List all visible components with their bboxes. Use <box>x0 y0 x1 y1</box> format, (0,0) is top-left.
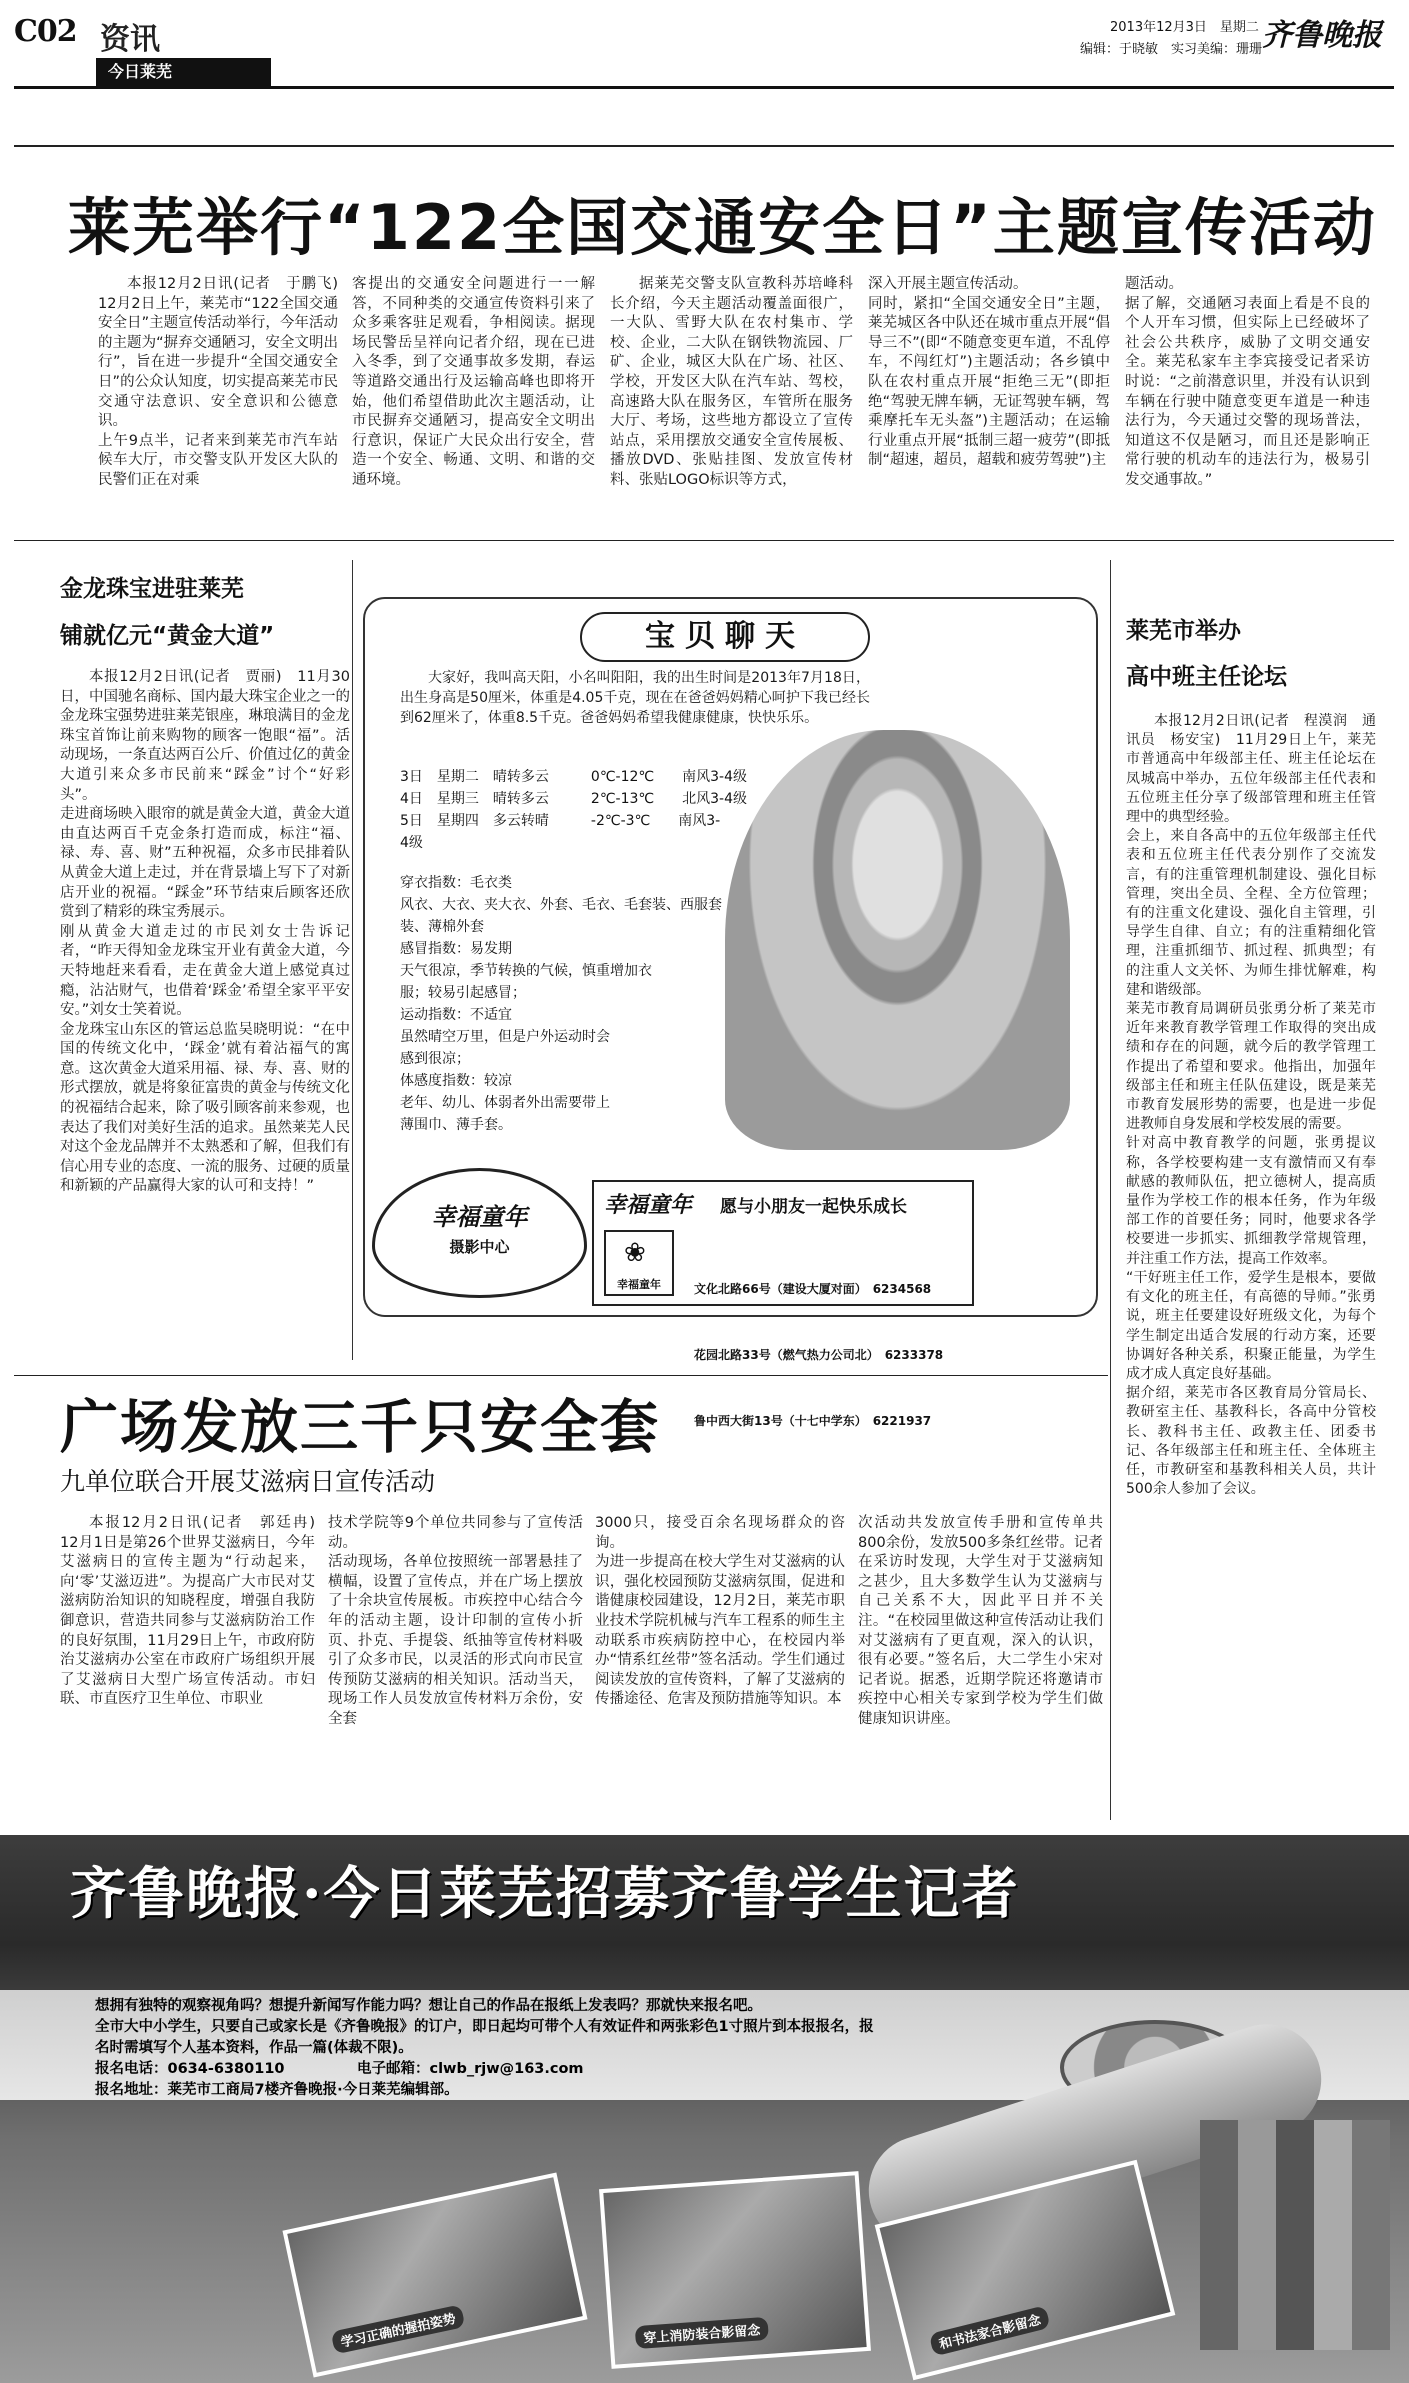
aids-headline: 广场发放三千只安全套 <box>60 1393 661 1461</box>
baby-intro: 大家好，我叫高天阳，小名叫阳阳，我的出生时间是2013年7月18日，出生身高是50厘米，体重是4.05千克，现在在爸爸妈妈精心呵护下我已经长到62厘米了，体重8.5千克。爸爸妈妈希望我健康健康，快快乐乐。 <box>400 670 870 726</box>
index-line: 老年、幼儿、体弱者外出需要带上 <box>400 1095 610 1111</box>
main-article-col-1: 本报12月2日讯(记者 于鹏飞) 12月2日上午，莱芜市“122全国交通安全日”主题宣传活动举行，今年活动的主题为“摒弃交通陋习，安全文明出行”，旨在进一步提升“全国交通安全日”的公众认知度，切实提高莱芜市民交通守法意识、安全意识和公德意识。 上午9点半，记者来到莱芜市汽车站候车大厅，市交警支队开发区大队的民警们正在对乘 <box>98 276 338 488</box>
section-divider <box>14 1375 1108 1376</box>
aids-col-4: 次活动共发放宣传手册和宣传单共800余份，发放500多条红丝带。记者在采访时发现，大学生对于艾滋病知之甚少，且大多数学生认为艾滋病与自己关系不大，因此平日并不关注。“在校园里做这种宣传活动让我们对艾滋病有了更直观，深入的认识，很有必要。”签名后，大二学生小宋对记者说。据悉，近期学院还将邀请市疾控中心相关专家到学校为学生们做健康知识讲座。 <box>858 1515 1103 1727</box>
photo-caption: 穿上消防装合影留念 <box>635 2317 769 2349</box>
teacher-headline-2: 高中班主任论坛 <box>1126 664 1287 690</box>
editor-credit: 编辑：于晓敏 实习美编：珊珊 <box>1080 42 1263 57</box>
ad-address: 鲁中西大街13号（十七中学东） 6221937 <box>694 1414 932 1428</box>
teacher-headline-1: 莱芜市举办 <box>1126 618 1241 644</box>
index-line: 天气很凉，季节转换的气候，慎重增加衣 <box>400 963 652 979</box>
issue-date: 2013年12月3日 星期二 <box>1110 20 1259 35</box>
ad-brand: 幸福童年 <box>604 1192 693 1218</box>
section-divider <box>14 540 1394 541</box>
photo-caption: 和书法家合影留念 <box>929 2305 1051 2356</box>
index-line: 感到很凉； <box>400 1051 470 1067</box>
index-line: 感冒指数：易发期 <box>400 941 512 957</box>
baby-chat-title: 宝贝聊天 <box>580 612 870 662</box>
photo-caption: 学习正确的握拍姿势 <box>331 2304 466 2354</box>
index-line: 薄围巾、薄手套。 <box>400 1117 512 1133</box>
forecast-row: 4级 <box>400 835 423 851</box>
swirl-icon: ❀ <box>624 1238 646 1268</box>
index-line: 运动指数：不适宜 <box>400 1007 512 1023</box>
ad-address: 文化北路66号（建设大厦对面） 6234568 <box>694 1282 932 1296</box>
column-divider <box>1110 560 1111 1820</box>
gold-headline-2: 铺就亿元“黄金大道” <box>60 623 275 649</box>
ad-small-logo-text: 幸福童年 <box>617 1278 661 1291</box>
banner-line: 报名电话：0634-6380110 电子邮箱：clwb_rjw@163.com <box>95 2061 584 2077</box>
header-rule <box>14 86 1394 89</box>
banner-line: 全市大中小学生，只要自己或家长是《齐鲁晚报》的订户，即日起均可带个人有效证件和两张彩色1寸照片到本报报名，报 <box>95 2019 874 2035</box>
gold-headline-1: 金龙珠宝进驻莱芜 <box>60 576 244 602</box>
books-graphic <box>1200 2120 1390 2350</box>
gold-article-body: 本报12月2日讯(记者 贾丽) 11月30日，中国驰名商标、国内最大珠宝企业之一的金龙珠宝强势进驻莱芜银座，琳琅满目的金龙珠宝首饰让前来购物的顾客一饱眼“福”。活动现场，一条直达两百公斤、价值过亿的黄金大道引来众多市民前来“踩金”讨个“好彩头”。 走进商场映入眼帘的就是黄金大道，黄金大道由直达两百千克金条打造而成，标注“福、禄、寿、喜、财”五种祝福，众多市民排着队从黄金大道上走过，并在背景墙上写下了对新店开业的祝福。“踩金”环节结束后顾客还欣赏到了精彩的珠宝秀展示。 刚从黄金大道走过的市民刘女士告诉记者，“昨天得知金龙珠宝开业有黄金大道，今天特地赶来看看，走在黄金大道上感觉真过瘾，沾沾财气，也借着‘踩金’希望全家平平安安。”刘女士笑着说。 金龙珠宝山东区的管运总监吴晓明说：“在中国的传统文化中，‘踩金’就有着沾福气的寓意。这次黄金大道采用福、禄、寿、喜、财的形式摆放，就是将象征富贵的黄金与传统文化的祝福结合起来，除了吸引顾客前来参观，也表达了我们对美好生活的追求。虽然莱芜人民对这个金龙品牌并不太熟悉和了解，但我们有信心用专业的态度、一流的服务、过硬的质量和新颖的产品赢得大家的认可和支持！” <box>60 669 350 1195</box>
index-line: 穿衣指数：毛衣类 <box>400 875 512 891</box>
main-article-col-4: 深入开展主题宣传活动。 同时，紧扣“全国交通安全日”主题，莱芜城区各中队还在城市重点开展“倡导三不”(即“不随意变更车道，不乱停车，不闯红灯”)主题活动；各乡镇中队在农村重点开展“拒绝三无”(即拒绝“驾驶无牌车辆，无证驾驶车辆，驾乘摩托车无头盔”)主题活动；在运输行业重点开展“抵制三超一疲劳”(即抵制“超速，超员，超载和疲劳驾驶”)主 <box>868 276 1110 469</box>
main-article-col-2: 客提出的交通安全问题进行一一解答，不同种类的交通宣传资料引来了众多乘客驻足观看，争相阅读。据现场民警岳呈祥向记者介绍，现在已进入冬季，到了交通事故多发期，春运等道路交通出行及运输高峰也即将开始，他们希望借助此次主题活动，让市民摒弃交通陋习，提高安全文明出行意识，保证广大民众出行安全，营造一个安全、畅通、文明、和谐的交通环境。 <box>352 276 595 488</box>
teacher-article-body: 本报12月2日讯(记者 程漠润 通讯员 杨安宝) 11月29日上午，莱芜市普通高中年级部主任、班主任论坛在凤城高中举办，五位年级部主任代表和五位班主任分享了级部管理和班主任管理中的典型经验。 会上，来自各高中的五位年级部主任代表和五位班主任代表分别作了交流发言，有的注重管理机制建设、强化目标管理，突出全员、全程、全方位管理；有的注重文化建设、强化自主管理，引导学生自律、自立；有的注重精细化管理，注重抓细节、抓过程、抓典型；有的注重人文关怀、为师生排忧解难，构建和谐级部。 莱芜市教育局调研员张勇分析了莱芜市近年来教育教学管理工作取得的突出成绩和存在的问题，就今后的教学管理工作提出了希望和要求。他指出，加强年级部主任和班主任队伍建设，既是莱芜市教育发展形势的需要，也是进一步促进教师自身发展和学校发展的需要。 针对高中教育教学的问题，张勇提议称，各学校要构建一支有激情而又有奉献感的教师队伍，把立德树人，提高质量作为学校工作的根本任务，作为年级部工作的首要任务；同时，他要求各学校要进一步抓实、抓细教学常规管理，并注重工作方法，提高工作效率。 “干好班主任工作，爱学生是根本，要做有文化的班主任，有高德的导师。”张勇说，班主任要建设好班级文化，为每个学生制定出适合发展的行动方案，还要协调好各种关系，积聚正能量，为学生成才成人真定良好基础。 据介绍，莱芜市各区教育局分管局长、教研室主任、基教科长，各高中分管校长、教科书主任、政教主任、团委书记、各年级部主任和班主任、全体班主任，市教研室和基教科相关人员，共计500余人参加了会议。 <box>1126 713 1376 1498</box>
forecast-row: 3日 星期二 晴转多云 0℃-12℃ 南风3-4级 <box>400 769 747 785</box>
subsection-tab: 今日莱芜 <box>96 58 271 86</box>
ad-small-logo <box>604 1230 674 1296</box>
banner-title: 齐鲁晚报·今日莱芜招募齐鲁学生记者 <box>70 1861 1020 1927</box>
main-headline: 莱芜举行“122全国交通安全日”主题宣传活动 <box>68 191 1377 264</box>
aids-col-3: 3000只，接受百余名现场群众的咨询。 为进一步提高在校大学生对艾滋病的认识，强化校园预防艾滋病氛围，促进和谐健康校园建设，12月2日，莱芜市职业技术学院机械与汽车工程系的师生主动联系市疾病防控中心，在校园内举办“情系红丝带”签名活动。学生们通过阅读发放的宣传资料，了解了艾滋病的传播途径、危害及预防措施等知识。本 <box>595 1515 845 1708</box>
index-line: 服；较易引起感冒； <box>400 985 526 1001</box>
column-divider <box>352 560 353 1360</box>
top-rule <box>14 145 1394 147</box>
forecast-row: 5日 星期四 多云转晴 -2℃-3℃ 南风3- <box>400 813 721 829</box>
ad-address: 花园北路33号（燃气热力公司北） 6233378 <box>694 1348 944 1362</box>
index-line: 装、薄棉外套 <box>400 919 484 935</box>
paper-logo: 齐鲁晚报 <box>1262 18 1382 53</box>
aids-col-2: 技术学院等9个单位共同参与了宣传活动。 活动现场，各单位按照统一部署悬挂了横幅，设置了宣传点，并在广场上摆放了十余块宣传展板。市疾控中心结合今年的活动主题，设计印制的宣传小折页、扑克、手提袋、纸抽等宣传材料吸引了众多市民，以灵活的形式向市民宣传预防艾滋病的相关知识。活动当天，现场工作人员发放宣传材料万余份，安全套 <box>328 1515 583 1727</box>
banner-text <box>95 1996 874 2101</box>
index-line: 体感度指数：较凉 <box>400 1073 512 1089</box>
forecast-block <box>400 766 747 854</box>
banner-line: 名时需填写个人基本资料，作品一篇(体裁不限)。 <box>95 2040 413 2056</box>
index-line: 风衣、大衣、夹大衣、外套、毛衣、毛套装、西服套 <box>400 897 722 913</box>
banner-line: 报名地址：莱芜市工商局7楼齐鲁晚报·今日莱芜编辑部。 <box>95 2082 459 2098</box>
aids-subheadline: 九单位联合开展艾滋病日宣传活动 <box>60 1467 436 1496</box>
heart-logo-sub: 摄影中心 <box>449 1238 510 1256</box>
weather-indices <box>400 872 730 1136</box>
aids-col-1: 本报12月2日讯(记者 郭廷冉) 12月1日是第26个世界艾滋病日，今年艾滋病日的宣传主题为“行动起来，向‘零’艾滋迈进”。为提高广大市民对艾滋病防治知识的知晓程度，增强自我防御意识，营造共同参与艾滋病防治工作的良好氛围，11月29日上午，市政府防治艾滋病办公室在市政府广场组织开展了艾滋病日大型广场宣传活动。市妇联、市直医疗卫生单位、市职业 <box>60 1515 330 1708</box>
main-article-col-3: 据莱芜交警支队宣教科苏培峰科长介绍，今天主题活动覆盖面很广，一大队、雪野大队在农村集市、学校、企业，二大队在钢铁物流园、厂矿、企业，城区大队在广场、社区、学校，开发区大队在汽车站、驾校，高速路大队在服务区，车管所在服务大厅、考场，这些地方都设立了宣传站点，采用摆放交通安全宣传展板、播放DVD、张贴挂图、发放宣传材料、张贴LOGO标识等方式， <box>610 276 853 488</box>
banner-line: 想拥有独特的观察视角吗？想提升新闻写作能力吗？想让自己的作品在报纸上发表吗？那就快来报名吧。 <box>95 1998 762 2014</box>
section-name: 资讯 <box>100 22 160 57</box>
heart-logo-brand: 幸福童年 <box>431 1202 528 1231</box>
main-article-col-5: 题活动。 据了解，交通陋习表面上看是不良的个人开车习惯，但实际上已经破坏了社会公共秩序，威胁了文明交通安全。莱芜私家车主李宾接受记者采访时说：“之前潜意识里，并没有认识到车辆在行驶中随意变更车道是一种违法行为，今天通过交警的现场普法，知道这不仅是陋习，而且还是影响正常行驶的机动车的违法行为，极易引发交通事故。” <box>1125 276 1370 488</box>
baby-photo <box>725 730 1070 1150</box>
studio-ad <box>592 1180 974 1428</box>
page-number: C02 <box>14 14 77 49</box>
index-line: 虽然晴空万里，但是户外运动时会 <box>400 1029 610 1045</box>
photo-firefighter <box>599 2171 871 2369</box>
forecast-row: 4日 星期三 晴转多云 2℃-13℃ 北风3-4级 <box>400 791 747 807</box>
ad-addresses <box>694 1234 943 1476</box>
ad-slogan: 愿与小朋友一起快乐成长 <box>720 1197 907 1217</box>
